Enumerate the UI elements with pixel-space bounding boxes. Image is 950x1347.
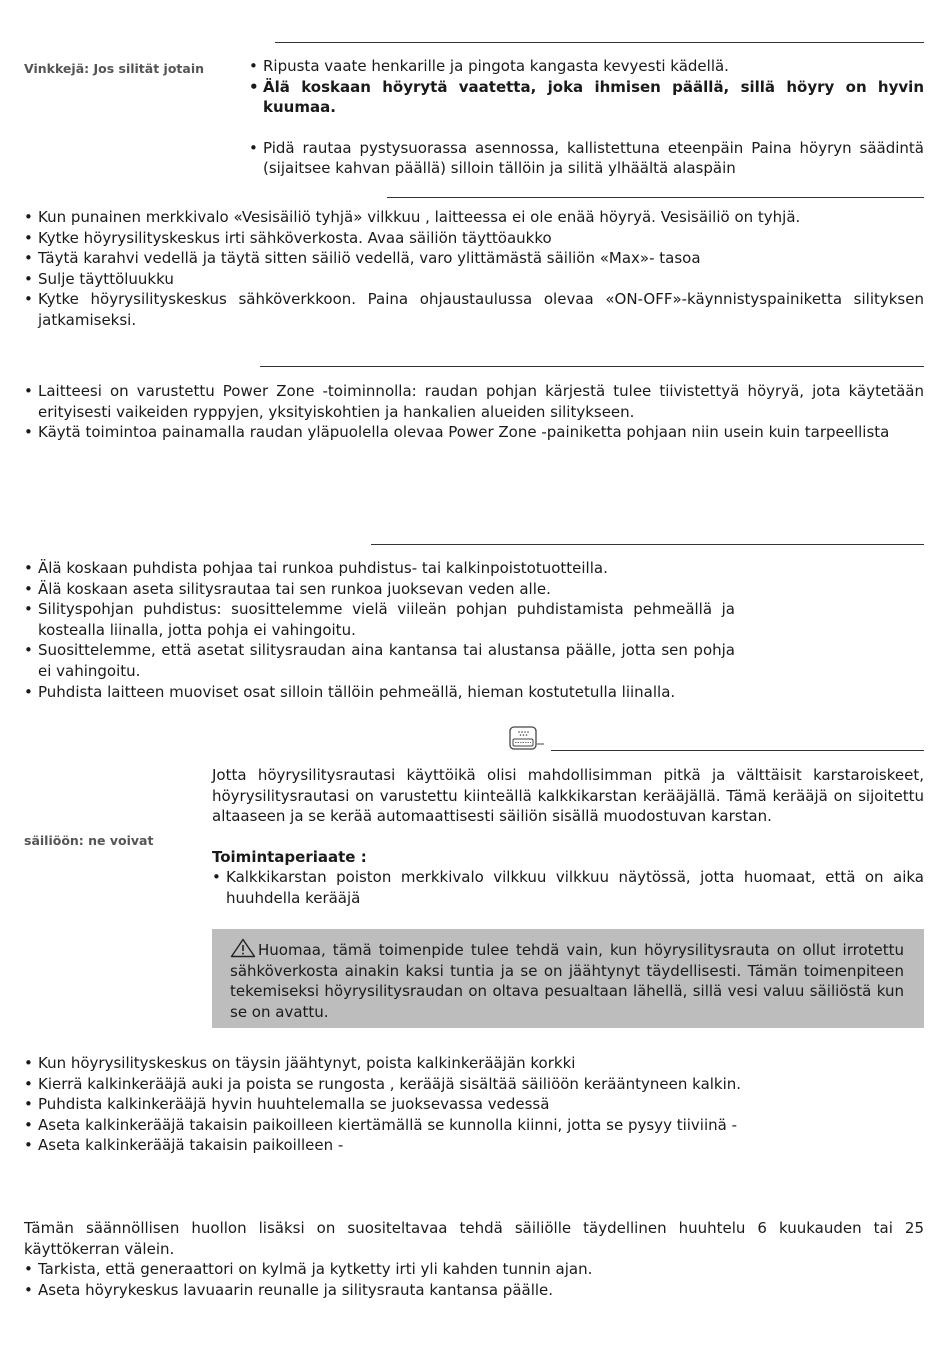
cleaning-item-1: • Älä koskaan puhdista pohjaa tai runkoa puhdistus- tai kalkinpoistotuotteilla. [24, 558, 735, 579]
warning-text: Huomaa, tämä toimenpide tulee tehdä vain, kun höyrysilitysrauta on ollut irrotettu sähköverkosta ainakin kaksi tuntia ja se on jäähtynyt täydellisesti. Tämän toimenpiteen tekemiseksi höyrysilitysraudan on oltava pesualtaan lähellä, sillä vesi valuu säiliöstä kun se on avattu. [230, 941, 904, 1021]
refill-item-3: • Täytä karahvi vedellä ja täytä sitten säiliö vedellä, varo ylittämästä säiliön «Max»- tasoa [24, 248, 924, 269]
rinse-content [24, 1218, 924, 1300]
scale-content [212, 765, 924, 909]
refill-item-2: • Kytke höyrysilityskeskus irti sähköverkosta. Avaa säiliön täyttöaukko [24, 228, 924, 249]
tips-item-2: • Älä koskaan höyrytä vaatetta, joka ihmisen päällä, sillä höyry on hyvin kuumaa. [249, 77, 924, 118]
scale-step-1: • Kun höyrysilityskeskus on täysin jäähtynyt, poista kalkinkerääjän korkki [24, 1053, 924, 1074]
power-zone-item-2: • Käytä toimintoa painamalla raudan yläpuolella olevaa Power Zone -painiketta pohjaan niin usein kuin tarpeellista [24, 422, 924, 443]
refill-list [24, 207, 924, 331]
warning-triangle-icon [230, 938, 256, 958]
scale-step-3: • Puhdista kalkinkerääjä hyvin huuhtelemalla se juoksevassa vedessä [24, 1094, 924, 1115]
scale-step-4: • Aseta kalkinkerääjä takaisin paikoilleen kiertämällä se kunnolla kiinni, jotta se pysyy tiiviinä - [24, 1115, 924, 1136]
refill-item-4: • Sulje täyttöluukku [24, 269, 924, 290]
rinse-intro: Tämän säännöllisen huollon lisäksi on suositeltavaa tehdä säiliölle täydellinen huuhtelu 6 kuukauden tai 25 käyttökerran välein. [24, 1219, 924, 1258]
tips-list [249, 56, 924, 179]
rinse-item-2: • Aseta höyrykeskus lavuaarin reunalle ja silitysrauta kantansa päälle. [24, 1280, 924, 1301]
section-rule-refill [387, 197, 924, 198]
scale-step-2: • Kierrä kalkinkerääjä auki ja poista se rungosta , kerääjä sisältää säiliöön kerääntyneen kalkin. [24, 1074, 924, 1095]
scale-steps [24, 1053, 924, 1156]
section-rule-tips [275, 42, 924, 43]
cleaning-item-5: • Puhdista laitteen muoviset osat silloin tällöin pehmeällä, hieman kostutetulla liinalla. [24, 682, 735, 703]
section-rule-scale [551, 750, 924, 751]
section-rule-cleaning [371, 544, 924, 545]
cleaning-item-2: • Älä koskaan aseta silitysrautaa tai sen runkoa juoksevan veden alle. [24, 579, 735, 600]
refill-item-5: • Kytke höyrysilityskeskus sähköverkkoon. Paina ohjaustaulussa olevaa «ON-OFF»-käynnistyspainiketta silityksen jatkamiseksi. [24, 289, 924, 330]
principle-title: Toimintaperiaate : [212, 847, 367, 866]
power-zone-list [24, 381, 924, 443]
refill-item-1: • Kun punainen merkkivalo «Vesisäiliö tyhjä» vilkkuu , laitteessa ei ole enää höyryä. Vesisäiliö on tyhjä. [24, 207, 924, 228]
cleaning-item-3: • Silityspohjan puhdistus: suosittelemme vielä viileän pohjan puhdistamista pehmeällä ja kostealla liinalla, jotta pohja ei vahingoitu. [24, 599, 735, 640]
tips-item-1: • Ripusta vaate henkarille ja pingota kangasta kevyesti kädellä. [249, 56, 924, 77]
power-zone-item-1: • Laitteesi on varustettu Power Zone -toiminnolla: raudan pohjan kärjestä tulee tiivistettyä höyryä, jota käytetään erityisesti vaikeiden ryppyjen, yksityiskohtien ja hankalien alueiden silitykseen. [24, 381, 924, 422]
scale-intro: Jotta höyrysilitysrautasi käyttöikä olisi mahdollisimman pitkä ja välttäisit karstaroiskeet, höyrysilitysrautasi on varustettu kiinteällä kalkkikarstan kerääjällä. Tämä kerääjä on sijoitettu altaaseen ja se kerää automaattisesti säiliön sisällä muodostuvan karstan. [212, 766, 924, 826]
descaling-collector-icon [508, 726, 546, 750]
rinse-item-1: • Tarkista, että generaattori on kylmä ja kytketty irti yli kahden tunnin ajan. [24, 1259, 924, 1280]
cleaning-list [24, 558, 735, 702]
scale-step-5: • Aseta kalkinkerääjä takaisin paikoilleen - [24, 1135, 924, 1156]
scale-side-label: säiliöön: ne voivat [24, 833, 154, 848]
tips-side-label: Vinkkejä: Jos silität jotain [24, 61, 205, 76]
tips-item-3: • Pidä rautaa pystysuorassa asennossa, kallistettuna eteenpäin Paina höyryn säädintä (sijaitsee kahvan päällä) silloin tällöin ja silitä ylhäältä alaspäin [249, 138, 924, 179]
principle-item: • Kalkkikarstan poiston merkkivalo vilkkuu vilkkuu näytössä, jotta huomaat, että on aika huuhdella kerääjä [212, 867, 924, 908]
cleaning-item-4: • Suosittelemme, että asetat silitysraudan aina kantansa tai alustansa päälle, jotta sen pohja ei vahingoitu. [24, 640, 735, 681]
section-rule-power-zone [260, 366, 924, 367]
warning-box [212, 929, 924, 1028]
